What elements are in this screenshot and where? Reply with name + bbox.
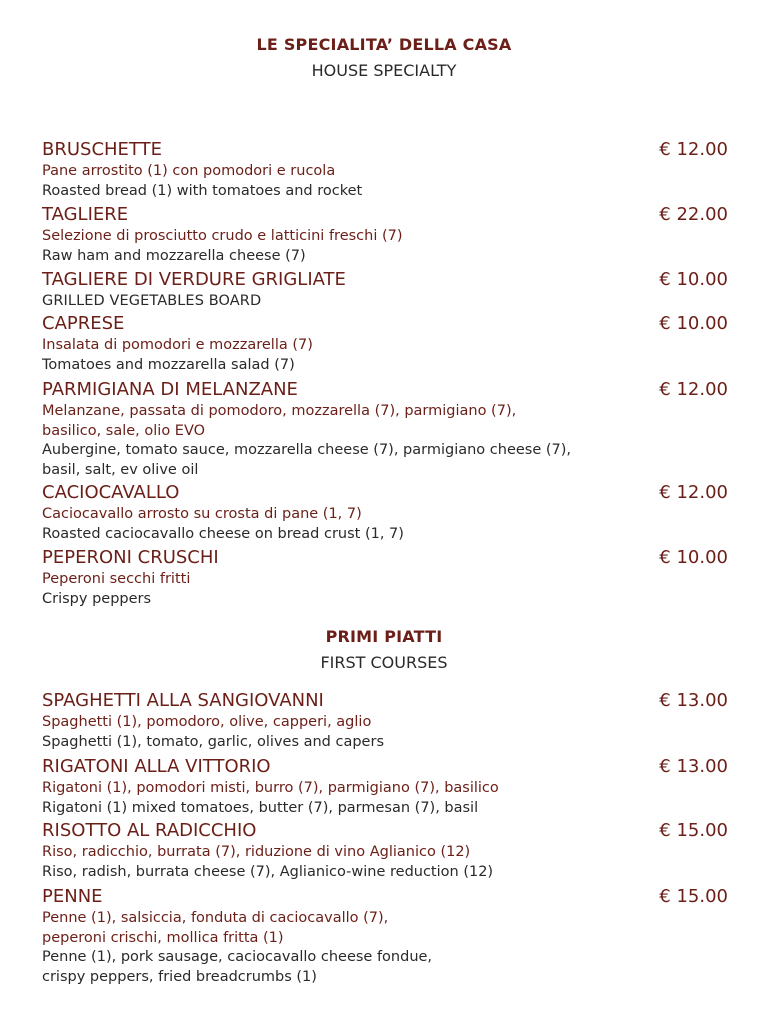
item-desc-en: GRILLED VEGETABLES BOARD bbox=[42, 293, 262, 309]
item-price: € 12.00 bbox=[659, 482, 728, 503]
section-title-it: LE SPECIALITA’ DELLA CASA bbox=[256, 35, 512, 54]
item-desc-it: Peperoni secchi fritti bbox=[42, 571, 191, 587]
menu-item-penne bbox=[42, 885, 728, 987]
item-price: € 13.00 bbox=[659, 756, 728, 777]
section-header-first-courses bbox=[0, 627, 768, 675]
menu-item-caciocavallo bbox=[42, 481, 728, 544]
item-desc-it: Penne (1), salsiccia, fonduta di caciocavallo (7), bbox=[42, 910, 389, 926]
item-desc-en: Rigatoni (1) mixed tomatoes, butter (7), parmesan (7), basil bbox=[42, 799, 479, 816]
item-desc-it: Selezione di prosciutto crudo e latticini freschi (7) bbox=[42, 228, 403, 244]
item-desc-it: Spaghetti (1), pomodoro, olive, capperi, aglio bbox=[42, 714, 372, 730]
item-name: RIGATONI ALLA VITTORIO bbox=[42, 756, 271, 777]
item-name: TAGLIERE bbox=[42, 204, 129, 225]
item-desc-en: Spaghetti (1), tomato, garlic, olives and capers bbox=[42, 733, 384, 750]
item-price: € 12.00 bbox=[659, 379, 728, 400]
section-title-it: PRIMI PIATTI bbox=[325, 627, 443, 646]
section-header-house-specialty bbox=[0, 35, 768, 83]
item-price: € 22.00 bbox=[659, 204, 728, 225]
item-desc-it: Insalata di pomodori e mozzarella (7) bbox=[42, 337, 313, 353]
item-price: € 15.00 bbox=[659, 886, 728, 907]
item-desc-it: Pane arrostito (1) con pomodori e rucola bbox=[42, 163, 336, 179]
item-name: PEPERONI CRUSCHI bbox=[42, 547, 219, 568]
item-name: CAPRESE bbox=[42, 313, 125, 334]
item-name: SPAGHETTI ALLA SANGIOVANNI bbox=[42, 690, 324, 711]
menu-item-parmigiana bbox=[42, 378, 728, 480]
item-desc-en: crispy peppers, fried breadcrumbs (1) bbox=[42, 968, 317, 985]
item-price: € 13.00 bbox=[659, 690, 728, 711]
menu-item-tagliere-verdure bbox=[42, 268, 728, 312]
item-name: BRUSCHETTE bbox=[42, 139, 162, 160]
item-desc-en: Raw ham and mozzarella cheese (7) bbox=[42, 247, 306, 264]
item-desc-en: Riso, radish, burrata cheese (7), Aglianico-wine reduction (12) bbox=[42, 863, 494, 880]
item-desc-it: Rigatoni (1), pomodori misti, burro (7), parmigiano (7), basilico bbox=[42, 780, 499, 796]
item-name: PENNE bbox=[42, 886, 103, 907]
menu-item-tagliere bbox=[42, 203, 728, 266]
item-price: € 12.00 bbox=[659, 139, 728, 160]
item-desc-en: basil, salt, ev olive oil bbox=[42, 461, 199, 478]
item-price: € 10.00 bbox=[659, 547, 728, 568]
item-price: € 10.00 bbox=[659, 313, 728, 334]
item-desc-en: Tomatoes and mozzarella salad (7) bbox=[42, 356, 295, 373]
item-desc-it: peperoni crischi, mollica fritta (1) bbox=[42, 929, 284, 946]
item-name: RISOTTO AL RADICCHIO bbox=[42, 820, 257, 841]
menu-item-risotto bbox=[42, 819, 728, 882]
item-name: PARMIGIANA DI MELANZANE bbox=[42, 379, 298, 400]
menu-item-peperoni-cruschi bbox=[42, 546, 728, 609]
item-desc-en: Crispy peppers bbox=[42, 590, 152, 607]
menu-item-spaghetti bbox=[42, 689, 728, 752]
item-name: CACIOCAVALLO bbox=[42, 482, 180, 503]
item-desc-en: Penne (1), pork sausage, caciocavallo cheese fondue, bbox=[42, 949, 433, 965]
item-desc-it: basilico, sale, olio EVO bbox=[42, 422, 206, 439]
item-desc-en: Roasted caciocavallo cheese on bread crust (1, 7) bbox=[42, 525, 404, 542]
menu-item-rigatoni bbox=[42, 755, 728, 818]
item-price: € 10.00 bbox=[659, 269, 728, 290]
item-name: TAGLIERE DI VERDURE GRIGLIATE bbox=[42, 269, 346, 290]
item-desc-it: Riso, radicchio, burrata (7), riduzione di vino Aglianico (12) bbox=[42, 844, 471, 860]
item-desc-it: Melanzane, passata di pomodoro, mozzarella (7), parmigiano (7), bbox=[42, 403, 517, 419]
item-price: € 15.00 bbox=[659, 820, 728, 841]
item-desc-en: Aubergine, tomato sauce, mozzarella cheese (7), parmigiano cheese (7), bbox=[42, 442, 572, 458]
menu-item-bruschette bbox=[42, 138, 728, 201]
item-desc-en: Roasted bread (1) with tomatoes and rocket bbox=[42, 182, 363, 199]
item-desc-it: Caciocavallo arrosto su crosta di pane (1, 7) bbox=[42, 506, 362, 522]
menu-item-caprese bbox=[42, 312, 728, 375]
section-title-en: HOUSE SPECIALTY bbox=[311, 61, 457, 80]
section-title-en: FIRST COURSES bbox=[320, 653, 448, 672]
